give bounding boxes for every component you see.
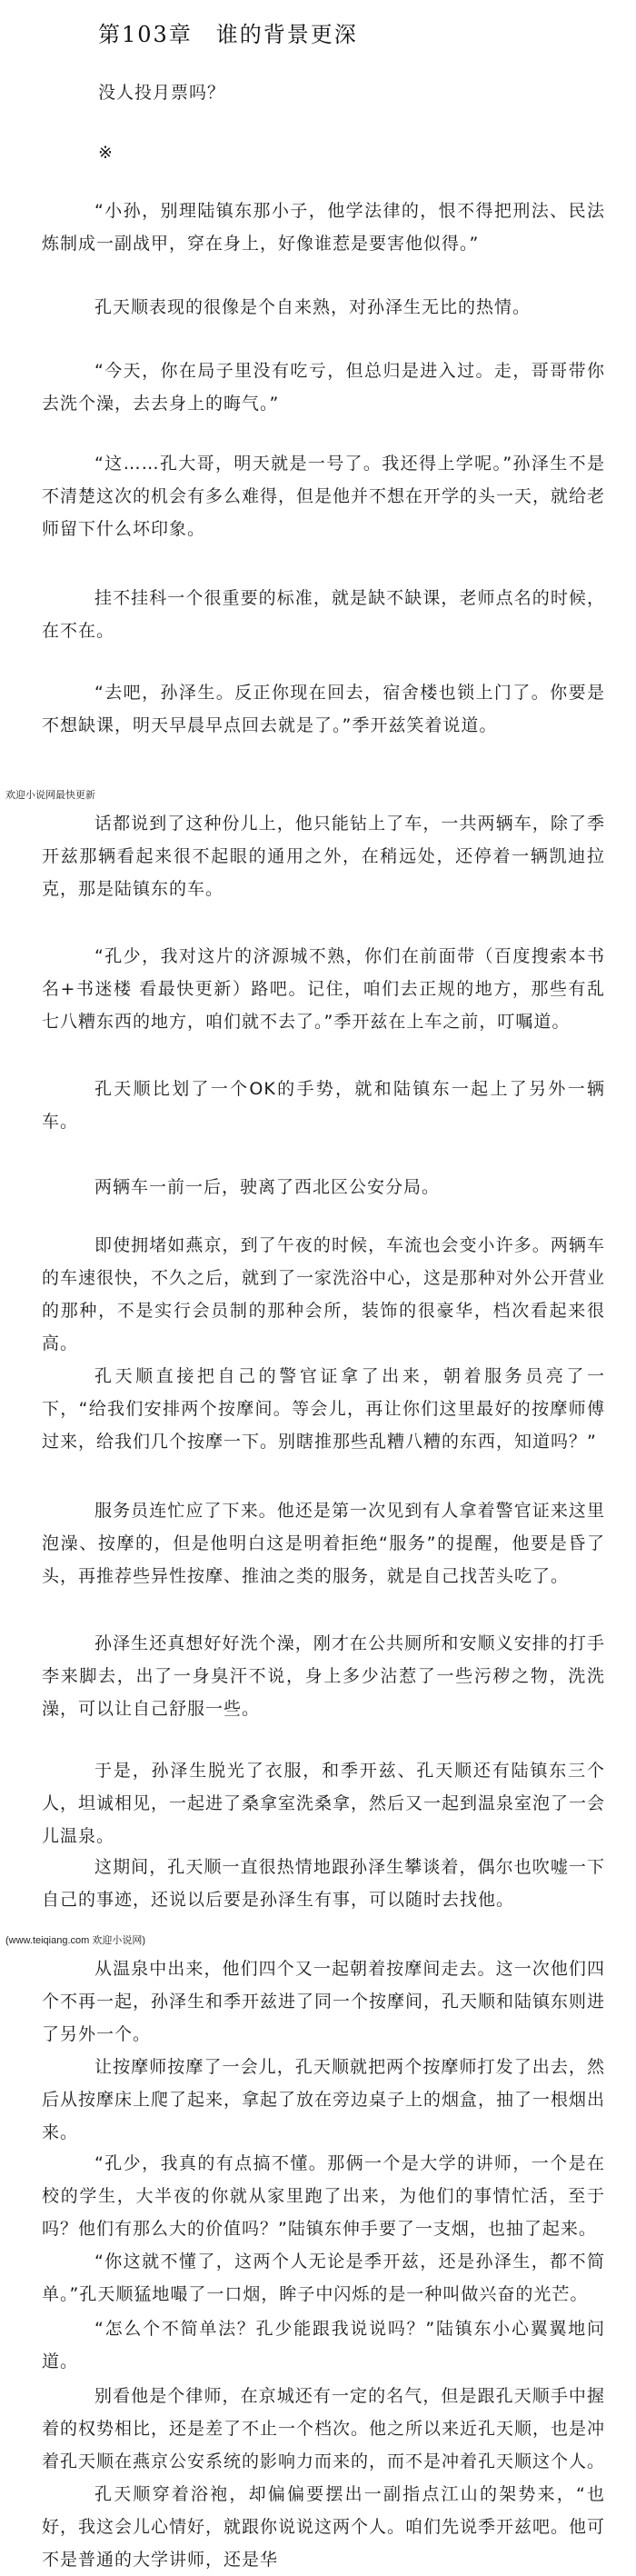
watermark-text: 欢迎小说网最快更新: [5, 790, 95, 801]
paragraph: 两辆车一前一后，驶离了西北区公安分局。: [94, 1177, 441, 1197]
paragraph: “孔少，我对这片的济源城不熟，你们在前面带（百度搜索本书名+书迷楼 看最快更新）路吧。记住，咱们去正规的地方，那些有乱七八糟东西的地方，咱们就不去了。”季开兹在上车之前，叮嘱道。: [42, 946, 605, 1032]
paragraph: 服务员连忙应了下来。他还是第一次见到有人拿着警官证来这里泡澡、按摩的，但是他明白这是明着拒绝“服务”的提醒，他要是昏了头，再推荐些异性按摩、推油之类的服务，就是自己找苦头吃了。: [42, 1501, 605, 1586]
paragraph: 即使拥堵如燕京，到了午夜的时候，车流也会变小许多。两辆车的车速很快，不久之后，就到了一家洗浴中心，这是那种对外公开营业的那种，不是实行会员制的那种会所，装饰的很豪华，档次看起来很高。: [42, 1235, 606, 1353]
paragraph: “你这就不懂了，这两个人无论是季开兹，还是孙泽生，都不简单。”孔天顺猛地嘬了一口烟，眸子中闪烁的是一种叫做兴奋的光芒。: [42, 2252, 605, 2304]
paragraph: 从温泉中出来，他们四个又一起朝着按摩间走去。这一次他们四个不再一起，孙泽生和季开兹进了同一个按摩间，孔天顺和陆镇东则进了另外一个。: [42, 1959, 606, 2044]
paragraph: “孔少，我真的有点搞不懂。那俩一个是大学的讲师，一个是在校的学生，大半夜的你就从家里跑了出来，为他们的事情忙活，至于吗？他们有那么大的价值吗？”陆镇东伸手要了一支烟，也抽了起来。: [42, 2153, 605, 2239]
paragraph: “怎么个不简单法？孔少能跟我说说吗？”陆镇东小心翼翼地问道。: [42, 2319, 605, 2371]
paragraph: “今天，你在局子里没有吃亏，但总归是进入过。走，哥哥带你去洗个澡，去去身上的晦气。”: [42, 361, 605, 414]
watermark-text: (www.teiqiang.com 欢迎小说网): [5, 1935, 146, 1946]
chapter-title: 第103章 谁的背景更深: [98, 22, 358, 47]
paragraph: 话都说到了这种份儿上，他只能钻上了车，一共两辆车，除了季开兹那辆看起来很不起眼的通用之外，在稍远处，还停着一辆凯迪拉克，那是陆镇东的车。: [42, 814, 605, 899]
paragraph: 孔天顺穿着浴袍，却偏偏要摆出一副指点江山的架势来，“也好，我这会儿心情好，就跟你说说这两个人。咱们先说季开兹吧。他可不是普通的大学讲师，还是华: [42, 2484, 606, 2570]
paragraph: 孙泽生还真想好好洗个澡，刚才在公共厕所和安顺义安排的打手李来脚去，出了一身臭汗不说，身上多少沾惹了一些污秽之物，洗洗澡，可以让自己舒服一些。: [42, 1633, 605, 1719]
paragraph: 没人投月票吗？: [98, 83, 226, 103]
paragraph: 于是，孙泽生脱光了衣服，和季开兹、孔天顺还有陆镇东三个人，坦诚相见，一起进了桑拿室洗桑拿，然后又一起到温泉室泡了一会儿温泉。: [42, 1761, 606, 1846]
paragraph: 别看他是个律师，在京城还有一定的名气，但是跟孔天顺手中握着的权势相比，还是差了不止一个档次。他之所以来近孔天顺，也是冲着孔天顺在燕京公安系统的影响力而来的，而不是冲着孔天顺这个人。: [42, 2386, 606, 2471]
paragraph: “这……孔大哥，明天就是一号了。我还得上学呢。”孙泽生不是不清楚这次的机会有多么难得，但是他并不想在开学的头一天，就给老师留下什么坏印象。: [42, 454, 606, 539]
paragraph: 挂不挂科一个很重要的标准，就是缺不缺课，老师点名的时候，在不在。: [42, 588, 605, 641]
paragraph: 孔天顺表现的很像是个自来熟，对孙泽生无比的热情。: [94, 297, 532, 317]
paragraph: “去吧，孙泽生。反正你现在回去，宿舍楼也锁上门了。你要是不想缺课，明天早晨早点回去就是了。”季开兹笑着说道。: [42, 683, 605, 735]
paragraph: “小孙，别理陆镇东那小子，他学法律的，恨不得把刑法、民法炼制成一副战甲，穿在身上，好像谁惹是要害他似得。”: [42, 201, 605, 254]
paragraph: 让按摩师按摩了一会儿，孔天顺就把两个按摩师打发了出去，然后从按摩床上爬了起来，拿起了放在旁边桌子上的烟盒，抽了一根烟出来。: [42, 2057, 606, 2142]
paragraph: 这期间，孔天顺一直很热情地跟孙泽生攀谈着，偶尔也吹嘘一下自己的事迹，还说以后要是孙泽生有事，可以随时去找他。: [42, 1857, 605, 1910]
paragraph: 孔天顺比划了一个OK的手势，就和陆镇东一起上了另外一辆车。: [42, 1079, 605, 1132]
section-divider: ※: [98, 143, 114, 163]
paragraph: 孔天顺直接把自己的警官证拿了出来，朝着服务员亮了一下，“给我们安排两个按摩间。等会儿，再让你们这里最好的按摩师傅过来，给我们几个按摩一下。别瞎推那些乱糟八糟的东西，知道吗？”: [42, 1366, 605, 1452]
